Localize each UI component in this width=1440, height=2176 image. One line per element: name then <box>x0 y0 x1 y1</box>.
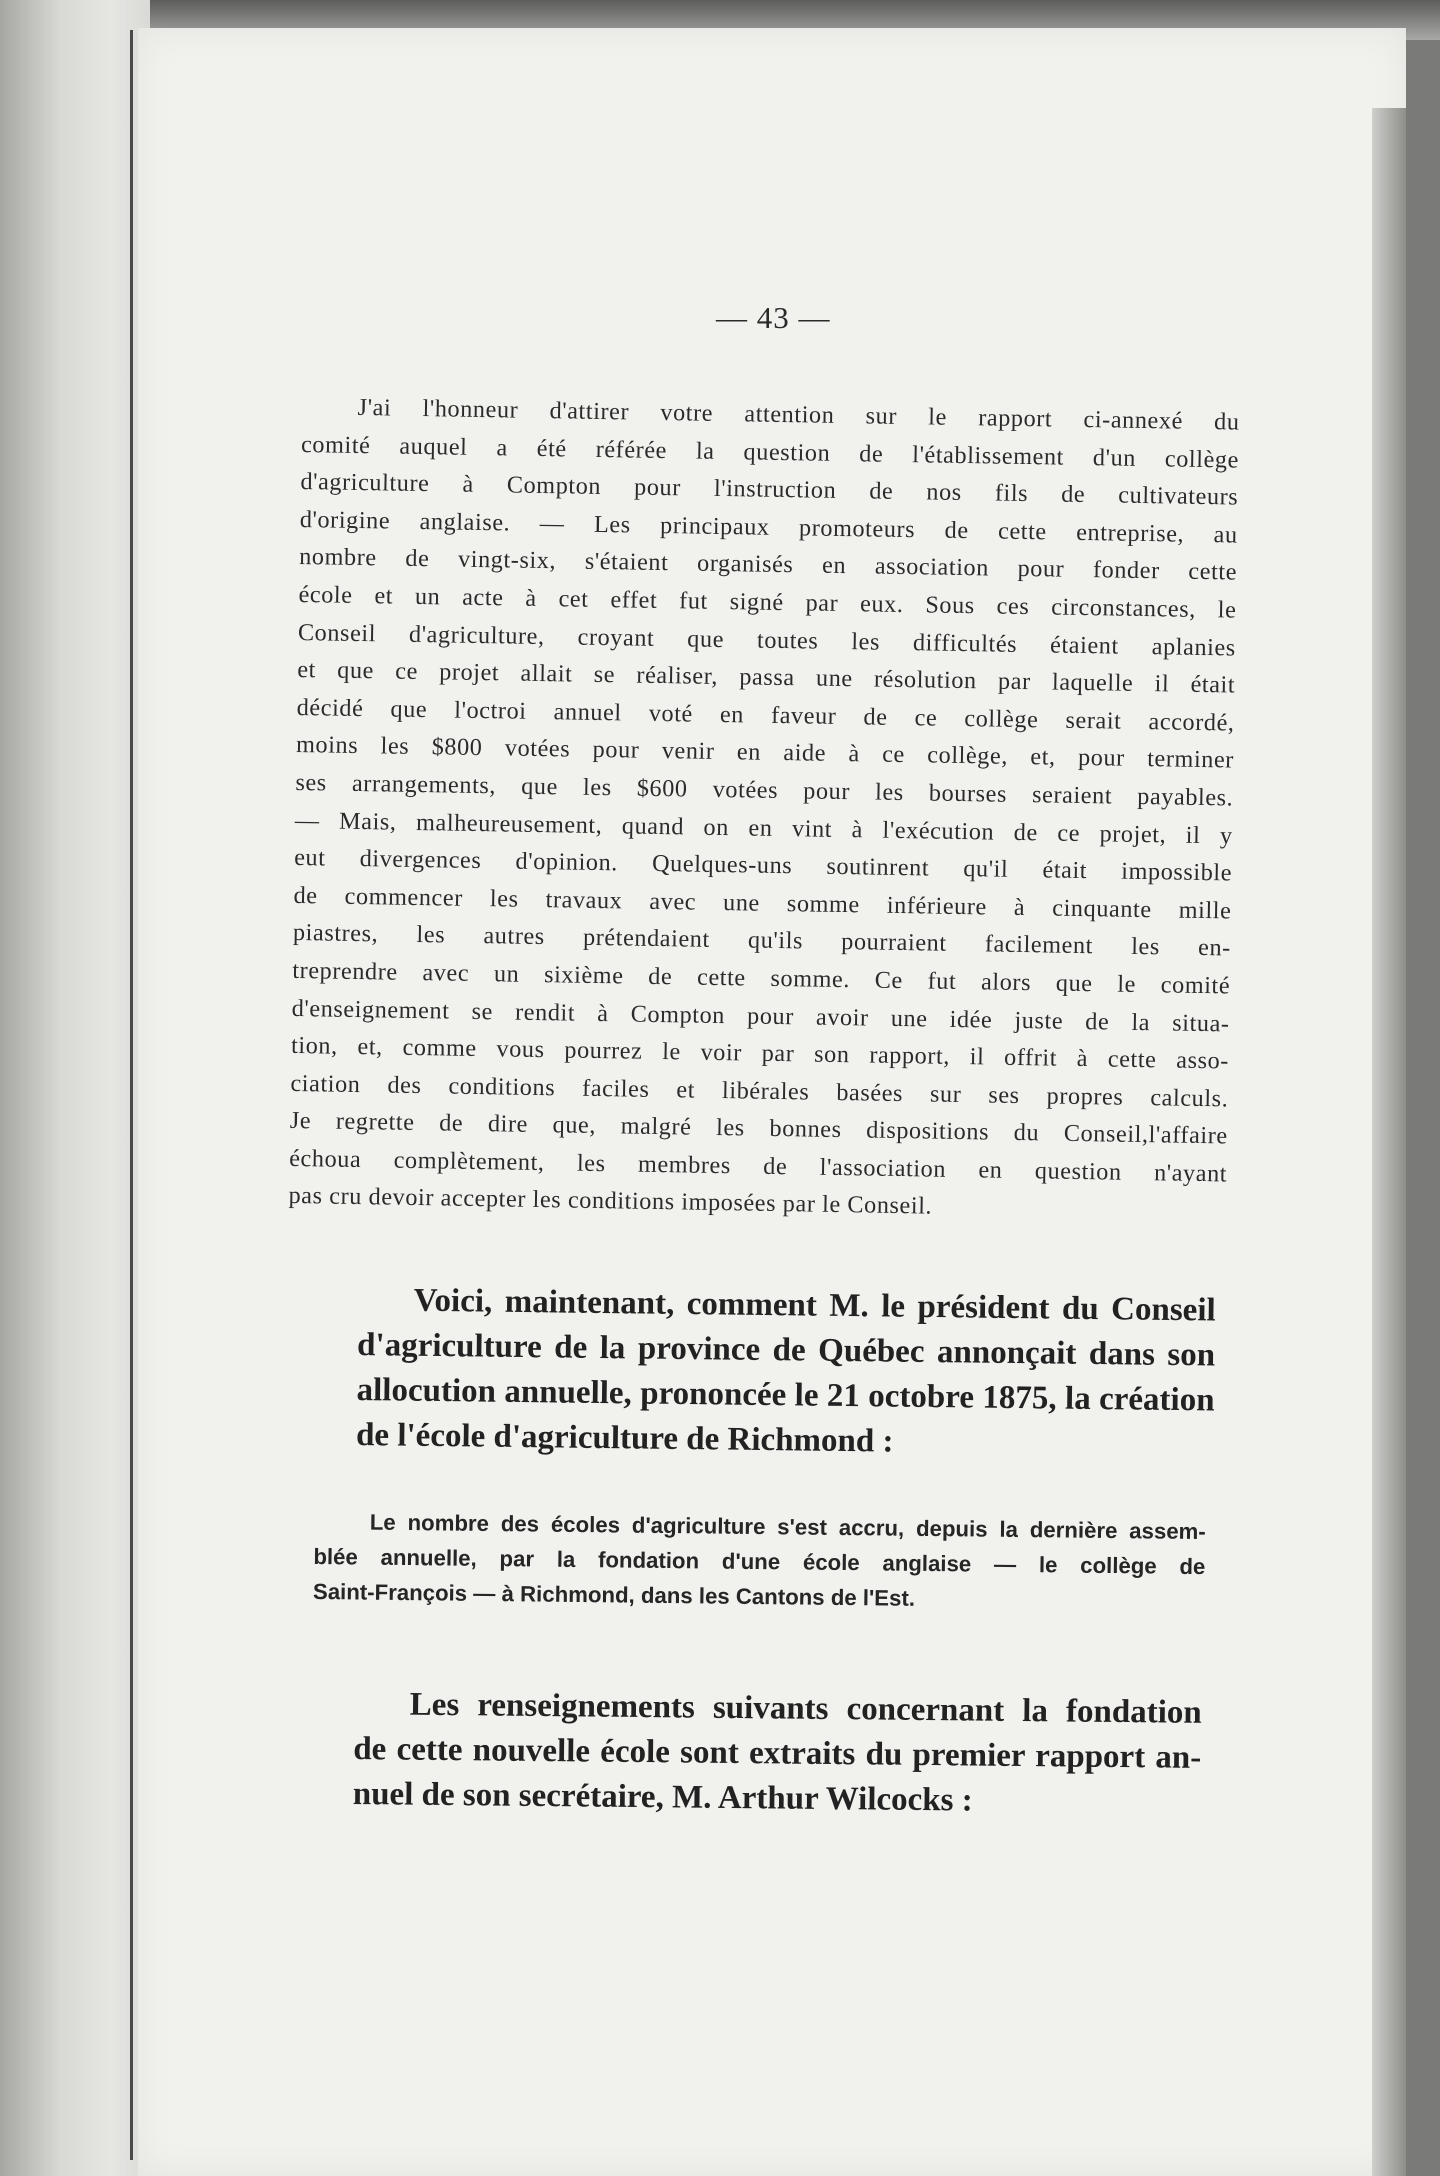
text-line: de cette nouvelle école sont extraits du premier rapport an- <box>353 1730 1202 1776</box>
text-line: de l'école d'agriculture de Richmond : <box>355 1416 894 1460</box>
text-line: tion, et, comme vous pourrez le voir par son rapport, il offrit à cette asso- <box>290 1032 1230 1075</box>
text-line: d'agriculture de la province de Québec annonçait dans son <box>356 1326 1216 1374</box>
page-right-edge-shadow <box>1372 108 1406 2176</box>
text-line: décidé que l'octroi annuel voté en faveur de ce collège serait accordé, <box>296 693 1235 737</box>
text-line: blée annuelle, par la fondation d'une école anglaise — le collège de <box>313 1543 1206 1580</box>
report-paragraph <box>288 388 1240 1231</box>
text-line: Voici, maintenant, comment M. le président du Conseil <box>413 1282 1216 1329</box>
text-line: J'ai l'honneur d'attirer votre attention sur le rapport ci-annexé du <box>357 393 1240 436</box>
text-line: Le nombre des écoles d'agriculture s'est accru, depuis la dernière assem- <box>369 1509 1206 1545</box>
binding-fold-line <box>130 30 133 2160</box>
quoted-paragraph <box>313 1504 1206 1619</box>
text-line: et que ce projet allait se réaliser, passa une résolution par laquelle il était <box>297 656 1236 699</box>
text-line: treprendre avec un sixième de cette somme. Ce fut alors que le comité <box>292 956 1231 1000</box>
text-line: Saint-François — à Richmond, dans les Cantons de l'Est. <box>312 1578 916 1611</box>
text-line: ses arrangements, que les $600 votées pour les bourses seraient payables. <box>295 768 1234 812</box>
text-line: d'enseignement se rendit à Compton pour avoir une idée juste de la situa- <box>291 994 1230 1037</box>
text-line: de commencer les travaux avec une somme inférieure à cinquante mille <box>293 881 1232 925</box>
text-line: allocution annuelle, prononcée le 21 octobre 1875, la création <box>356 1371 1215 1419</box>
text-line: eut divergences d'opinion. Quelques-uns soutinrent qu'il était impossible <box>293 844 1233 887</box>
text-line: piastres, les autres prétendaient qu'ils pourraient facilement les en- <box>292 919 1232 962</box>
text-line: comité auquel a été référée la question de l'établissement d'un collège <box>300 430 1240 474</box>
text-line: échoua complètement, les membres de l'association en question n'ayant <box>289 1144 1228 1188</box>
text-line: d'agriculture à Compton pour l'instruction de nos fils de cultivateurs <box>300 468 1239 511</box>
text-line: nuel de son secrétaire, M. Arthur Wilcocks : <box>352 1775 973 1819</box>
text-line: nombre de vingt-six, s'étaient organisés en association pour fonder cette <box>298 543 1238 586</box>
text-line: Je regrette de dire que, malgré les bonnes dispositions du Conseil,l'affaire <box>289 1107 1228 1150</box>
text-line: — Mais, malheureusement, quand on en vint à l'exécution de ce projet, il y <box>294 806 1233 850</box>
text-line: ciation des conditions faciles et libérales basées sur ses propres calculs. <box>290 1069 1229 1113</box>
text-line: Les renseignements suivants concernant la fondation <box>409 1686 1202 1731</box>
text-line: école et un acte à cet effet fut signé par eux. Sous ces circonstances, le <box>298 580 1237 624</box>
outro-paragraph <box>353 1682 1202 1826</box>
intro-paragraph <box>356 1278 1216 1468</box>
text-line: d'origine anglaise. — Les principaux promoteurs de cette entreprise, au <box>299 505 1238 549</box>
page-number: — 43 — <box>716 300 831 335</box>
text-line: moins les $800 votées pour venir en aide à ce collège, et, pour terminer <box>295 731 1235 774</box>
text-line: Conseil d'agriculture, croyant que toutes les difficultés étaient aplanies <box>297 618 1237 662</box>
text-line: pas cru devoir accepter les conditions imposées par le Conseil. <box>288 1182 933 1221</box>
book-binding <box>0 0 150 2176</box>
